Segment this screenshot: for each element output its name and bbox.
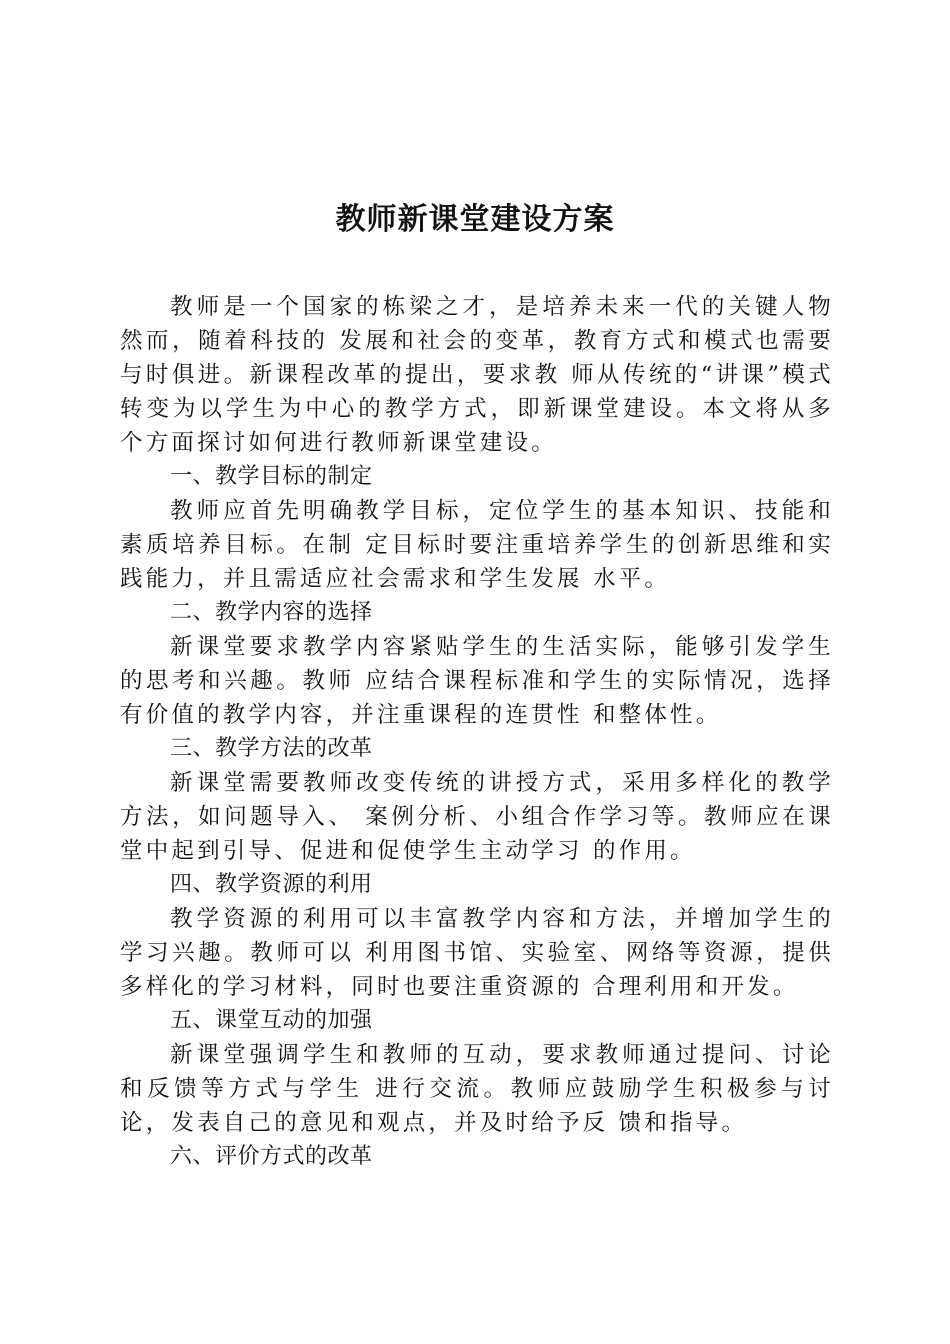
intro-paragraph: 教师是一个国家的栋梁之才，是培养未来一代的关键人物然而，随着科技的 发展和社会的变革，教育方式和模式也需要与时俱进。新课程改革的提出，要求教 师从传统的“讲课”模式转变为以学生为中心的教学方式，即新课堂建设。本文将从多个方面探讨如何进行教师新课堂建设。 — [120, 294, 834, 456]
section-paragraph-3: 新课堂需要教师改变传统的讲授方式，采用多样化的教学方法，如问题导入、 案例分析、小组合作学习等。教师应在课堂中起到引导、促进和促使学生主动学习 的作用。 — [120, 770, 834, 864]
section-heading-3: 三、教学方法的改革 — [170, 736, 373, 761]
document-body — [120, 290, 834, 1174]
section-heading-5: 五、课堂互动的加强 — [170, 1008, 373, 1033]
section-paragraph-4: 教学资源的利用可以丰富教学内容和方法，并增加学生的学习兴趣。教师可以 利用图书馆、实验室、网络等资源，提供多样化的学习材料，同时也要注重资源的 合理利用和开发。 — [120, 906, 834, 1000]
section-paragraph-5: 新课堂强调学生和教师的互动，要求教师通过提问、讨论和反馈等方式与学生 进行交流。教师应鼓励学生积极参与讨论，发表自己的意见和观点，并及时给予反 馈和指导。 — [120, 1042, 834, 1136]
section-paragraph-1: 教师应首先明确教学目标，定位学生的基本知识、技能和素质培养目标。在制 定目标时要注重培养学生的创新思维和实践能力，并且需适应社会需求和学生发展 水平。 — [120, 498, 834, 592]
section-heading-6: 六、评价方式的改革 — [170, 1144, 373, 1169]
section-heading-4: 四、教学资源的利用 — [170, 872, 373, 897]
section-paragraph-2: 新课堂要求教学内容紧贴学生的生活实际，能够引发学生的思考和兴趣。教师 应结合课程标准和学生的实际情况，选择有价值的教学内容，并注重课程的连贯性 和整体性。 — [120, 634, 834, 728]
section-heading-1: 一、教学目标的制定 — [170, 464, 373, 489]
section-heading-2: 二、教学内容的选择 — [170, 600, 373, 625]
document-title: 教师新课堂建设方案 — [335, 202, 615, 237]
